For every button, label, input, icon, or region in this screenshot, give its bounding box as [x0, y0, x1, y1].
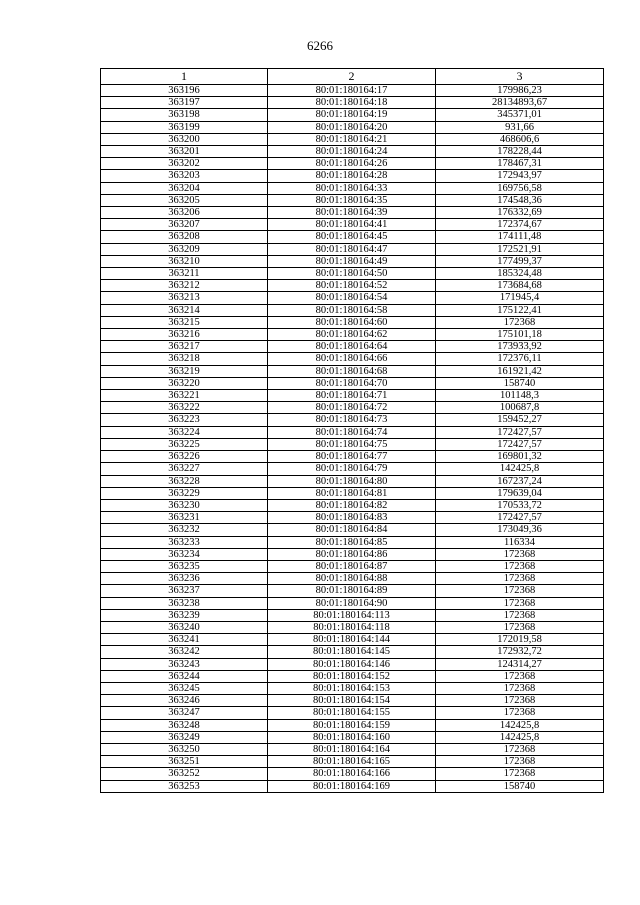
cadastral-number-cell: 80:01:180164:58 — [268, 304, 436, 316]
cadastral-number-cell: 80:01:180164:68 — [268, 365, 436, 377]
value-cell: 172368 — [436, 585, 604, 597]
table-row — [101, 780, 604, 792]
value-cell: 172368 — [436, 621, 604, 633]
cadastral-number-cell: 80:01:180164:154 — [268, 695, 436, 707]
row-number-cell: 363196 — [101, 85, 268, 97]
row-number-cell: 363250 — [101, 743, 268, 755]
table-row — [101, 585, 604, 597]
value-cell: 173684,68 — [436, 280, 604, 292]
value-cell: 172427,57 — [436, 438, 604, 450]
row-number-cell: 363198 — [101, 109, 268, 121]
table-row — [101, 182, 604, 194]
cadastral-number-cell: 80:01:180164:118 — [268, 621, 436, 633]
cadastral-number-cell: 80:01:180164:19 — [268, 109, 436, 121]
table-row — [101, 231, 604, 243]
row-number-cell: 363228 — [101, 475, 268, 487]
cadastral-number-cell: 80:01:180164:72 — [268, 402, 436, 414]
table-row — [101, 499, 604, 511]
value-cell: 167237,24 — [436, 475, 604, 487]
row-number-cell: 363243 — [101, 658, 268, 670]
row-number-cell: 363223 — [101, 414, 268, 426]
table-row — [101, 97, 604, 109]
table-row — [101, 243, 604, 255]
row-number-cell: 363245 — [101, 682, 268, 694]
row-number-cell: 363202 — [101, 158, 268, 170]
table-row — [101, 365, 604, 377]
cadastral-number-cell: 80:01:180164:50 — [268, 268, 436, 280]
cadastral-number-cell: 80:01:180164:24 — [268, 146, 436, 158]
cadastral-number-cell: 80:01:180164:74 — [268, 426, 436, 438]
row-number-cell: 363226 — [101, 451, 268, 463]
cadastral-number-cell: 80:01:180164:79 — [268, 463, 436, 475]
table-row — [101, 292, 604, 304]
cadastral-number-cell: 80:01:180164:165 — [268, 756, 436, 768]
row-number-cell: 363199 — [101, 121, 268, 133]
table-row — [101, 609, 604, 621]
value-cell: 142425,8 — [436, 731, 604, 743]
cadastral-number-cell: 80:01:180164:45 — [268, 231, 436, 243]
table-row — [101, 634, 604, 646]
page-number: 6266 — [307, 38, 333, 53]
table-row — [101, 414, 604, 426]
value-cell: 172368 — [436, 597, 604, 609]
row-number-cell: 363227 — [101, 463, 268, 475]
column-header: 3 — [436, 69, 604, 85]
value-cell: 169801,32 — [436, 451, 604, 463]
column-header: 1 — [101, 69, 268, 85]
row-number-cell: 363249 — [101, 731, 268, 743]
value-cell: 158740 — [436, 780, 604, 792]
value-cell: 185324,48 — [436, 268, 604, 280]
value-cell: 172368 — [436, 707, 604, 719]
value-cell: 178228,44 — [436, 146, 604, 158]
value-cell: 158740 — [436, 377, 604, 389]
row-number-cell: 363224 — [101, 426, 268, 438]
row-number-cell: 363215 — [101, 316, 268, 328]
cadastral-number-cell: 80:01:180164:82 — [268, 499, 436, 511]
column-header: 2 — [268, 69, 436, 85]
value-cell: 172368 — [436, 695, 604, 707]
cadastral-number-cell: 80:01:180164:80 — [268, 475, 436, 487]
cadastral-number-cell: 80:01:180164:160 — [268, 731, 436, 743]
cadastral-number-cell: 80:01:180164:155 — [268, 707, 436, 719]
cadastral-number-cell: 80:01:180164:153 — [268, 682, 436, 694]
table-row — [101, 268, 604, 280]
table-row — [101, 85, 604, 97]
value-cell: 142425,8 — [436, 719, 604, 731]
value-cell: 171945,4 — [436, 292, 604, 304]
value-cell: 176332,69 — [436, 207, 604, 219]
table-row — [101, 219, 604, 231]
table-row — [101, 121, 604, 133]
table-row — [101, 731, 604, 743]
table-row — [101, 670, 604, 682]
row-number-cell: 363247 — [101, 707, 268, 719]
value-cell: 931,66 — [436, 121, 604, 133]
value-cell: 28134893,67 — [436, 97, 604, 109]
row-number-cell: 363217 — [101, 341, 268, 353]
row-number-cell: 363197 — [101, 97, 268, 109]
value-cell: 172368 — [436, 743, 604, 755]
row-number-cell: 363211 — [101, 268, 268, 280]
row-number-cell: 363253 — [101, 780, 268, 792]
value-cell: 179639,04 — [436, 487, 604, 499]
value-cell: 101148,3 — [436, 390, 604, 402]
row-number-cell: 363236 — [101, 573, 268, 585]
cadastral-number-cell: 80:01:180164:62 — [268, 329, 436, 341]
value-cell: 468606,6 — [436, 133, 604, 145]
table-row — [101, 280, 604, 292]
cadastral-number-cell: 80:01:180164:28 — [268, 170, 436, 182]
value-cell: 161921,42 — [436, 365, 604, 377]
table-row — [101, 304, 604, 316]
value-cell: 173049,36 — [436, 524, 604, 536]
table-row — [101, 451, 604, 463]
table-row — [101, 207, 604, 219]
cadastral-number-cell: 80:01:180164:146 — [268, 658, 436, 670]
table-row — [101, 695, 604, 707]
value-cell: 172943,97 — [436, 170, 604, 182]
row-number-cell: 363238 — [101, 597, 268, 609]
cadastral-number-cell: 80:01:180164:86 — [268, 548, 436, 560]
header-row — [101, 69, 604, 85]
register-table — [100, 68, 604, 793]
cadastral-number-cell: 80:01:180164:84 — [268, 524, 436, 536]
table-row — [101, 621, 604, 633]
row-number-cell: 363212 — [101, 280, 268, 292]
table-row — [101, 133, 604, 145]
row-number-cell: 363239 — [101, 609, 268, 621]
row-number-cell: 363209 — [101, 243, 268, 255]
table-row — [101, 158, 604, 170]
cadastral-number-cell: 80:01:180164:20 — [268, 121, 436, 133]
row-number-cell: 363205 — [101, 194, 268, 206]
value-cell: 174111,48 — [436, 231, 604, 243]
row-number-cell: 363241 — [101, 634, 268, 646]
value-cell: 172427,57 — [436, 512, 604, 524]
row-number-cell: 363234 — [101, 548, 268, 560]
row-number-cell: 363206 — [101, 207, 268, 219]
row-number-cell: 363204 — [101, 182, 268, 194]
cadastral-number-cell: 80:01:180164:64 — [268, 341, 436, 353]
row-number-cell: 363232 — [101, 524, 268, 536]
cadastral-number-cell: 80:01:180164:35 — [268, 194, 436, 206]
cadastral-number-cell: 80:01:180164:169 — [268, 780, 436, 792]
row-number-cell: 363252 — [101, 768, 268, 780]
cadastral-number-cell: 80:01:180164:89 — [268, 585, 436, 597]
table-row — [101, 524, 604, 536]
table-row — [101, 341, 604, 353]
row-number-cell: 363251 — [101, 756, 268, 768]
cadastral-number-cell: 80:01:180164:60 — [268, 316, 436, 328]
cadastral-number-cell: 80:01:180164:47 — [268, 243, 436, 255]
value-cell: 175101,18 — [436, 329, 604, 341]
cadastral-number-cell: 80:01:180164:75 — [268, 438, 436, 450]
row-number-cell: 363222 — [101, 402, 268, 414]
row-number-cell: 363225 — [101, 438, 268, 450]
value-cell: 116334 — [436, 536, 604, 548]
table-row — [101, 402, 604, 414]
value-cell: 124314,27 — [436, 658, 604, 670]
value-cell: 173933,92 — [436, 341, 604, 353]
table-row — [101, 512, 604, 524]
cadastral-number-cell: 80:01:180164:166 — [268, 768, 436, 780]
value-cell: 172427,57 — [436, 426, 604, 438]
value-cell: 159452,27 — [436, 414, 604, 426]
row-number-cell: 363221 — [101, 390, 268, 402]
row-number-cell: 363207 — [101, 219, 268, 231]
row-number-cell: 363246 — [101, 695, 268, 707]
table-row — [101, 597, 604, 609]
value-cell: 172368 — [436, 609, 604, 621]
table-row — [101, 377, 604, 389]
cadastral-number-cell: 80:01:180164:113 — [268, 609, 436, 621]
cadastral-number-cell: 80:01:180164:66 — [268, 353, 436, 365]
cadastral-number-cell: 80:01:180164:33 — [268, 182, 436, 194]
table-row — [101, 719, 604, 731]
row-number-cell: 363244 — [101, 670, 268, 682]
table-row — [101, 487, 604, 499]
row-number-cell: 363208 — [101, 231, 268, 243]
cadastral-number-cell: 80:01:180164:144 — [268, 634, 436, 646]
cadastral-number-cell: 80:01:180164:73 — [268, 414, 436, 426]
value-cell: 177499,37 — [436, 255, 604, 267]
table-row — [101, 390, 604, 402]
value-cell: 172368 — [436, 573, 604, 585]
cadastral-number-cell: 80:01:180164:21 — [268, 133, 436, 145]
value-cell: 100687,8 — [436, 402, 604, 414]
value-cell: 172368 — [436, 768, 604, 780]
table-row — [101, 707, 604, 719]
table-row — [101, 353, 604, 365]
cadastral-number-cell: 80:01:180164:159 — [268, 719, 436, 731]
table-row — [101, 109, 604, 121]
value-cell: 172368 — [436, 670, 604, 682]
cadastral-number-cell: 80:01:180164:39 — [268, 207, 436, 219]
table-row — [101, 146, 604, 158]
value-cell: 172019,58 — [436, 634, 604, 646]
table-row — [101, 658, 604, 670]
table-row — [101, 194, 604, 206]
cadastral-number-cell: 80:01:180164:164 — [268, 743, 436, 755]
cadastral-number-cell: 80:01:180164:52 — [268, 280, 436, 292]
value-cell: 172368 — [436, 548, 604, 560]
table-row — [101, 548, 604, 560]
cadastral-number-cell: 80:01:180164:77 — [268, 451, 436, 463]
cadastral-number-cell: 80:01:180164:26 — [268, 158, 436, 170]
table-row — [101, 463, 604, 475]
value-cell: 179986,23 — [436, 85, 604, 97]
cadastral-number-cell: 80:01:180164:87 — [268, 560, 436, 572]
cadastral-number-cell: 80:01:180164:18 — [268, 97, 436, 109]
cadastral-number-cell: 80:01:180164:49 — [268, 255, 436, 267]
value-cell: 175122,41 — [436, 304, 604, 316]
cadastral-number-cell: 80:01:180164:90 — [268, 597, 436, 609]
cadastral-number-cell: 80:01:180164:70 — [268, 377, 436, 389]
value-cell: 172368 — [436, 316, 604, 328]
row-number-cell: 363248 — [101, 719, 268, 731]
value-cell: 172932,72 — [436, 646, 604, 658]
row-number-cell: 363219 — [101, 365, 268, 377]
cadastral-number-cell: 80:01:180164:17 — [268, 85, 436, 97]
cadastral-number-cell: 80:01:180164:71 — [268, 390, 436, 402]
table-row — [101, 255, 604, 267]
row-number-cell: 363218 — [101, 353, 268, 365]
row-number-cell: 363203 — [101, 170, 268, 182]
table-row — [101, 329, 604, 341]
value-cell: 345371,01 — [436, 109, 604, 121]
value-cell: 170533,72 — [436, 499, 604, 511]
row-number-cell: 363201 — [101, 146, 268, 158]
row-number-cell: 363200 — [101, 133, 268, 145]
cadastral-number-cell: 80:01:180164:85 — [268, 536, 436, 548]
table-row — [101, 316, 604, 328]
cadastral-number-cell: 80:01:180164:54 — [268, 292, 436, 304]
value-cell: 142425,8 — [436, 463, 604, 475]
value-cell: 172368 — [436, 682, 604, 694]
row-number-cell: 363237 — [101, 585, 268, 597]
value-cell: 172521,91 — [436, 243, 604, 255]
row-number-cell: 363210 — [101, 255, 268, 267]
cadastral-number-cell: 80:01:180164:41 — [268, 219, 436, 231]
table-row — [101, 756, 604, 768]
row-number-cell: 363213 — [101, 292, 268, 304]
row-number-cell: 363229 — [101, 487, 268, 499]
table-row — [101, 475, 604, 487]
cadastral-number-cell: 80:01:180164:145 — [268, 646, 436, 658]
cadastral-number-cell: 80:01:180164:83 — [268, 512, 436, 524]
table-row — [101, 682, 604, 694]
cadastral-number-cell: 80:01:180164:81 — [268, 487, 436, 499]
row-number-cell: 363242 — [101, 646, 268, 658]
cadastral-number-cell: 80:01:180164:152 — [268, 670, 436, 682]
cadastral-number-cell: 80:01:180164:88 — [268, 573, 436, 585]
value-cell: 172368 — [436, 560, 604, 572]
row-number-cell: 363230 — [101, 499, 268, 511]
row-number-cell: 363240 — [101, 621, 268, 633]
table-row — [101, 426, 604, 438]
table-row — [101, 768, 604, 780]
table-body — [101, 85, 604, 793]
value-cell: 178467,31 — [436, 158, 604, 170]
row-number-cell: 363233 — [101, 536, 268, 548]
value-cell: 172376,11 — [436, 353, 604, 365]
table-row — [101, 560, 604, 572]
row-number-cell: 363220 — [101, 377, 268, 389]
table-row — [101, 536, 604, 548]
table-row — [101, 170, 604, 182]
value-cell: 174548,36 — [436, 194, 604, 206]
row-number-cell: 363235 — [101, 560, 268, 572]
table-row — [101, 646, 604, 658]
row-number-cell: 363214 — [101, 304, 268, 316]
row-number-cell: 363216 — [101, 329, 268, 341]
row-number-cell: 363231 — [101, 512, 268, 524]
value-cell: 169756,58 — [436, 182, 604, 194]
value-cell: 172374,67 — [436, 219, 604, 231]
table-row — [101, 743, 604, 755]
value-cell: 172368 — [436, 756, 604, 768]
table-row — [101, 573, 604, 585]
table-row — [101, 438, 604, 450]
